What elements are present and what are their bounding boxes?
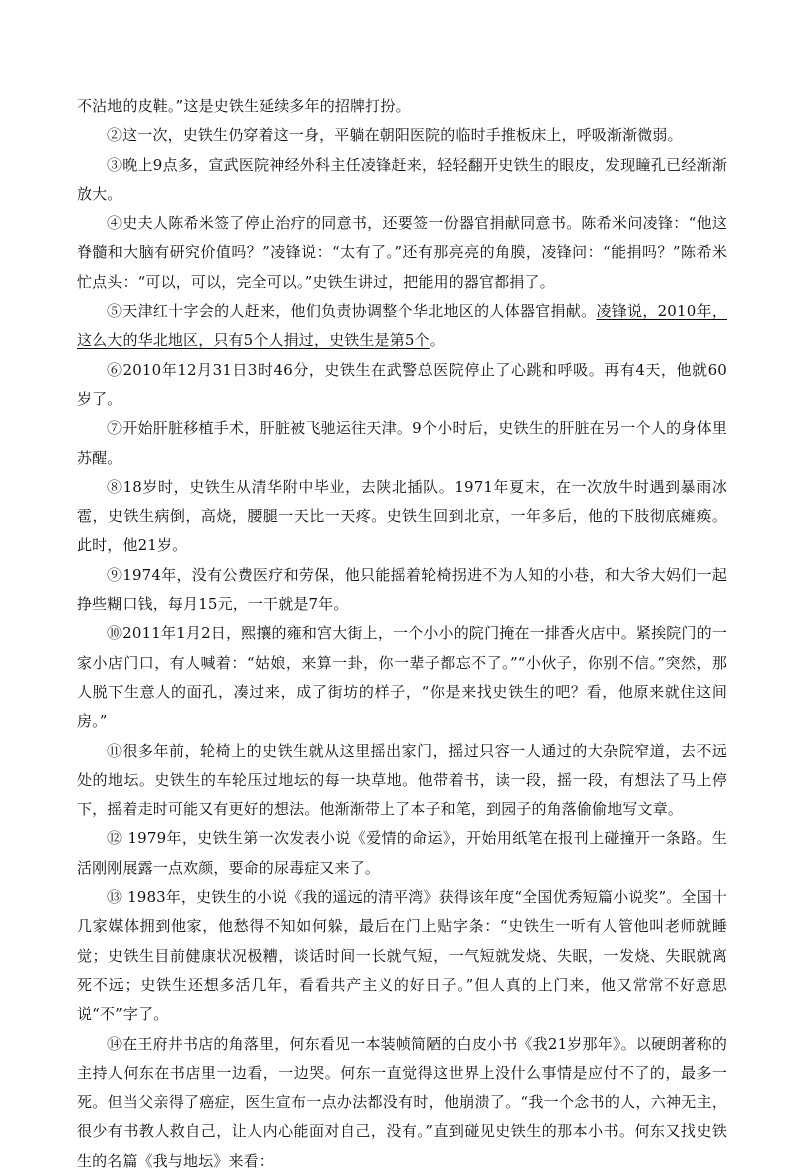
- article-body: [77, 92, 727, 1176]
- paragraph-text: ⑬ 1983年，史铁生的小说《我的遥远的清平湾》获得该年度“全国优秀短篇小说奖”。全国十几家媒体拥到他家，他愁得不知如何躲，最后在门上贴字条：“史铁生一听有人管他叫老师就睡觉；史铁生目前健康状况极糟，谈话时间一长就气短，一气短就发烧、失眠，一发烧、失眠就离死不远；史铁生还想多活几年，看看共产主义的好日子。”但人真的上门来，他又常常不好意思说“不”字了。: [77, 888, 727, 1024]
- paragraph-text: ⑥2010年12月31日3时46分，史铁生在武警总医院停止了心跳和呼吸。再有4天，他就60岁了。: [77, 360, 727, 408]
- paragraph-text: ⑧18岁时，史铁生从清华附中毕业，去陕北插队。1971年夏末，在一次放牛时遇到暴雨冰雹，史铁生病倒，高烧，腰腿一天比一天疼。史铁生回到北京，一年多后，他的下肢彻底瘫痪。此时，他21岁。: [77, 477, 727, 555]
- paragraph-p3: [77, 151, 727, 210]
- paragraph-text: ⑤天津红十字会的人赶来，他们负责协调整个华北地区的人体器官捐献。: [107, 302, 597, 321]
- paragraph-p10: [77, 619, 727, 736]
- paragraph-text: ⑭在王府井书店的角落里，何东看见一本装帧简陋的白皮小书《我21岁那年》。以硬朗著称的主持人何东在书店里一边看，一边哭。何东一直觉得这世界上没什么事情是应付不了的，最多一死。但当父亲得了癌症，医生宣布一点办法都没有时，他崩溃了。“我一个念书的人，六神无主，很少有书教人救自己，让人内心能面对自己，没有。”直到碰见史铁生的那本小书。何东又找史铁生的名篇《我与地坛》来看：: [77, 1034, 727, 1170]
- paragraph-text: 不沾地的皮鞋。”这是史铁生延续多年的招牌打扮。: [77, 97, 411, 115]
- paragraph-p2: [77, 121, 727, 150]
- paragraph-text: ⑦开始肝脏移植手术，肝脏被飞驰运往天津。9个小时后，史铁生的肝脏在另一个人的身体里苏醒。: [77, 419, 727, 467]
- paragraph-p0: [77, 92, 727, 121]
- paragraph-text: 。: [429, 331, 445, 350]
- paragraph-text: ⑩2011年1月2日，熙攘的雍和宫大街上，一个小小的院门掩在一排香火店中。紧挨院门的一家小店门口，有人喊着：“姑娘，来算一卦，你一辈子都忘不了。”“小伙子，你别不信。”突然，那人脱下生意人的面孔，凑过来，成了街坊的样子，“你是来找史铁生的吧？看，他原来就住这间房。”: [77, 624, 727, 731]
- paragraph-text: ③晚上9点多，宣武医院神经外科主任凌锋赶来，轻轻翻开史铁生的眼皮，发现瞳孔已经渐渐放大。: [77, 155, 727, 203]
- paragraph-p4: [77, 209, 727, 297]
- paragraph-text: ④史夫人陈希米签了停止治疗的同意书，还要签一份器官捐献同意书。陈希米问凌锋：“他这脊髓和大脑有研究价值吗？”凌锋说：“太有了。”还有那亮亮的角膜，凌锋问：“能捐吗？”陈希米忙点头：“可以，可以，完全可以。”史铁生讲过，把能用的器官都捐了。: [77, 214, 727, 291]
- paragraph-p11: [77, 737, 727, 825]
- paragraph-p5: [77, 297, 727, 356]
- paragraph-p14: [77, 1030, 727, 1176]
- paragraph-p7: [77, 414, 727, 473]
- paragraph-text: ⑪很多年前，轮椅上的史铁生就从这里摇出家门，摇过只容一人通过的大杂院窄道，去不远处的地坛。史铁生的车轮压过地坛的每一块草地。他带着书，读一段，摇一段，有想法了马上停下，摇着走时可能又有更好的想法。他渐渐带上了本子和笔，到园子的角落偷偷地写文章。: [77, 741, 727, 819]
- paragraph-p12: [77, 824, 727, 883]
- paragraph-text: ⑫ 1979年，史铁生第一次发表小说《爱情的命运》，开始用纸笔在报刊上碰撞开一条路。生活刚刚展露一点欢颜，要命的尿毒症又来了。: [77, 829, 727, 877]
- paragraph-text: ⑨1974年，没有公费医疗和劳保，他只能摇着轮椅拐进不为人知的小巷，和大爷大妈们一起挣些糊口钱，每月15元，一干就是7年。: [77, 565, 727, 614]
- paragraph-p6: [77, 356, 727, 415]
- paragraph-p9: [77, 561, 727, 620]
- paragraph-text: ②这一次，史铁生仍穿着这一身，平躺在朝阳医院的临时手推板床上，呼吸渐渐微弱。: [107, 126, 683, 145]
- underlined-sentence: 凌锋说，2010年，这么大的华北地区，只有5个人捐过，史铁生是第5个: [77, 302, 727, 350]
- paragraph-p13: [77, 883, 727, 1029]
- paragraph-p8: [77, 473, 727, 561]
